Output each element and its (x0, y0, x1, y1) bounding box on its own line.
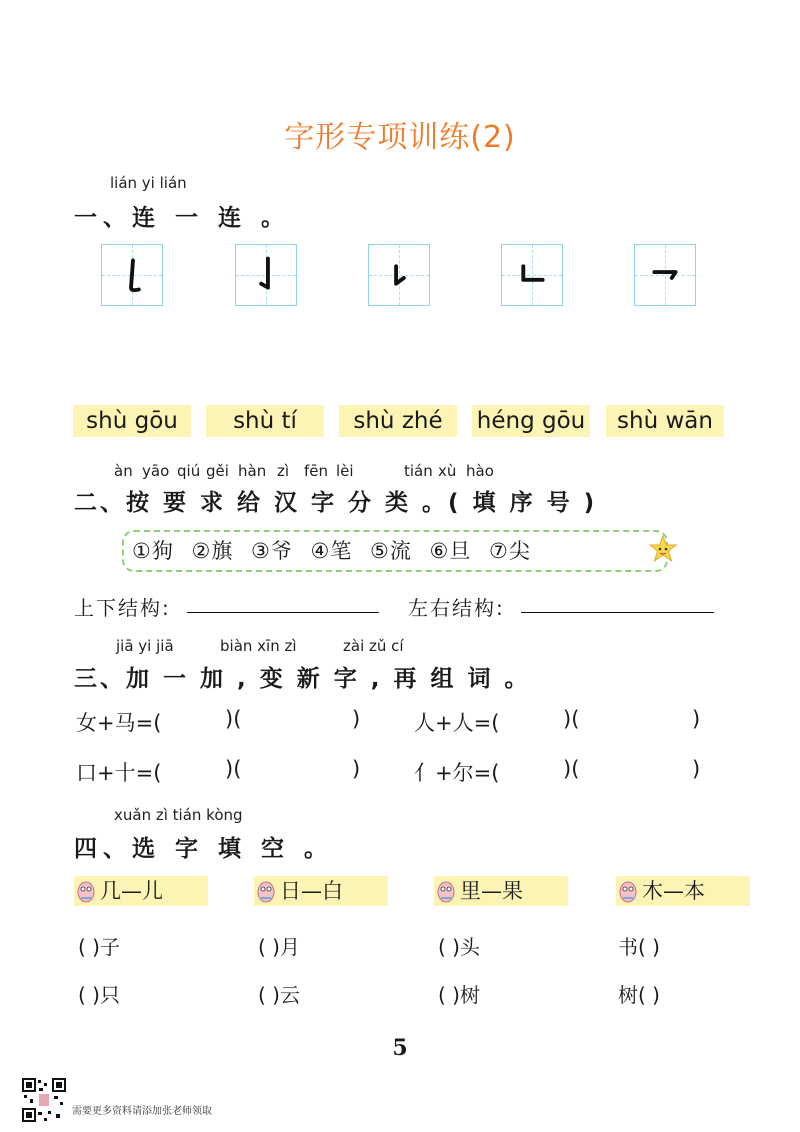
top-bottom-answer-line[interactable] (187, 612, 379, 613)
page-number: 5 (392, 1035, 408, 1061)
section4-pinyin: xuǎn zì tián kòng (114, 806, 243, 824)
equation-4-mid[interactable]: )( (563, 757, 580, 781)
pinyin-card-1[interactable]: shù gōu (73, 405, 191, 437)
fill-blank-4a[interactable]: 书( ) (618, 935, 660, 959)
stroke-box-5[interactable] (634, 244, 696, 306)
fill-blank-1b[interactable]: ( )只 (78, 983, 120, 1007)
section3-pinyin-c: zài zǔ cí (343, 637, 404, 655)
equation-1-close[interactable]: ) (352, 707, 361, 731)
equation-2-mid[interactable]: )( (563, 707, 580, 731)
equation-2: 人+人=( (414, 711, 500, 735)
section4-heading: 四、选 字 填 空 。 (74, 836, 334, 862)
section2-pinyin-8: lèi (336, 462, 354, 480)
choice-tag-3 (434, 876, 568, 906)
section3-pinyin-a: jiā yi jiā (116, 637, 174, 655)
section1-heading: 一、连 一 连 。 (74, 205, 291, 231)
equation-1-mid[interactable]: )( (225, 707, 242, 731)
choice-tag-4-text: 木—本 (642, 879, 705, 903)
section2-pinyin-4: gěi (206, 462, 229, 480)
left-right-answer-line[interactable] (521, 612, 714, 613)
section2-pinyin-7: fēn (304, 462, 329, 480)
stroke-box-1[interactable] (101, 244, 163, 306)
shu-wan-stroke-icon (102, 245, 162, 305)
stroke-box-2[interactable] (235, 244, 297, 306)
heng-gou-stroke-icon (635, 245, 695, 305)
stroke-box-3[interactable] (368, 244, 430, 306)
choice-tag-1-text: 几—儿 (100, 879, 163, 903)
star-mascot-icon (648, 534, 678, 564)
equation-3-mid[interactable]: )( (225, 757, 242, 781)
choice-tag-1 (74, 876, 208, 906)
equation-1: 女+马=( (76, 711, 162, 735)
top-bottom-structure-label: 上下结构: (74, 596, 171, 620)
equation-3: 口+十=( (76, 761, 162, 785)
character-options: ①狗 ②旗 ③爷 ④笔 ⑤流 ⑥旦 ⑦尖 (132, 539, 531, 563)
qr-code-icon (22, 1078, 66, 1122)
shu-ti-stroke-icon (369, 245, 429, 305)
choice-tag-4 (616, 876, 750, 906)
pinyin-card-4[interactable]: héng gōu (472, 405, 590, 437)
section2-pinyin-11: hào (466, 462, 494, 480)
equation-4: 亻+尔=( (414, 761, 500, 785)
section2-pinyin-10: xù (438, 462, 457, 480)
owl-mascot-icon (436, 878, 456, 904)
footer-note: 需要更多资料请添加张老师领取 (72, 1106, 212, 1117)
owl-mascot-icon (76, 878, 96, 904)
stroke-box-4[interactable] (501, 244, 563, 306)
choice-tag-2 (254, 876, 388, 906)
section3-pinyin-b: biàn xīn zì (220, 637, 297, 655)
fill-blank-3b[interactable]: ( )树 (438, 983, 480, 1007)
shu-gou-stroke-icon (236, 245, 296, 305)
equation-3-close[interactable]: ) (352, 757, 361, 781)
left-right-structure-label: 左右结构: (408, 596, 505, 620)
fill-blank-3a[interactable]: ( )头 (438, 935, 480, 959)
fill-blank-2a[interactable]: ( )月 (258, 935, 300, 959)
section2-pinyin-6: zì (277, 462, 290, 480)
owl-mascot-icon (618, 878, 638, 904)
section2-pinyin-2: yāo (142, 462, 170, 480)
shu-zhe-stroke-icon (502, 245, 562, 305)
choice-tag-3-text: 里—果 (460, 879, 523, 903)
section2-pinyin-3: qiú (177, 462, 201, 480)
section2-heading: 二、按 要 求 给 汉 字 分 类 。( 填 序 号 ) (74, 490, 598, 516)
page-title: 字形专项训练(2) (284, 120, 516, 155)
pinyin-card-5[interactable]: shù wān (606, 405, 724, 437)
equation-2-close[interactable]: ) (692, 707, 701, 731)
section2-pinyin-5: hàn (238, 462, 267, 480)
owl-mascot-icon (256, 878, 276, 904)
section2-pinyin-9: tián (404, 462, 433, 480)
section3-heading: 三、加 一 加 , 变 新 字 , 再 组 词 。 (74, 666, 531, 692)
pinyin-card-2[interactable]: shù tí (206, 405, 324, 437)
section1-pinyin: lián yi lián (110, 174, 187, 192)
section2-pinyin-1: àn (114, 462, 133, 480)
fill-blank-2b[interactable]: ( )云 (258, 983, 300, 1007)
equation-4-close[interactable]: ) (692, 757, 701, 781)
choice-tag-2-text: 日—白 (280, 879, 343, 903)
fill-blank-4b[interactable]: 树( ) (618, 983, 660, 1007)
fill-blank-1a[interactable]: ( )子 (78, 935, 120, 959)
pinyin-card-3[interactable]: shù zhé (339, 405, 457, 437)
